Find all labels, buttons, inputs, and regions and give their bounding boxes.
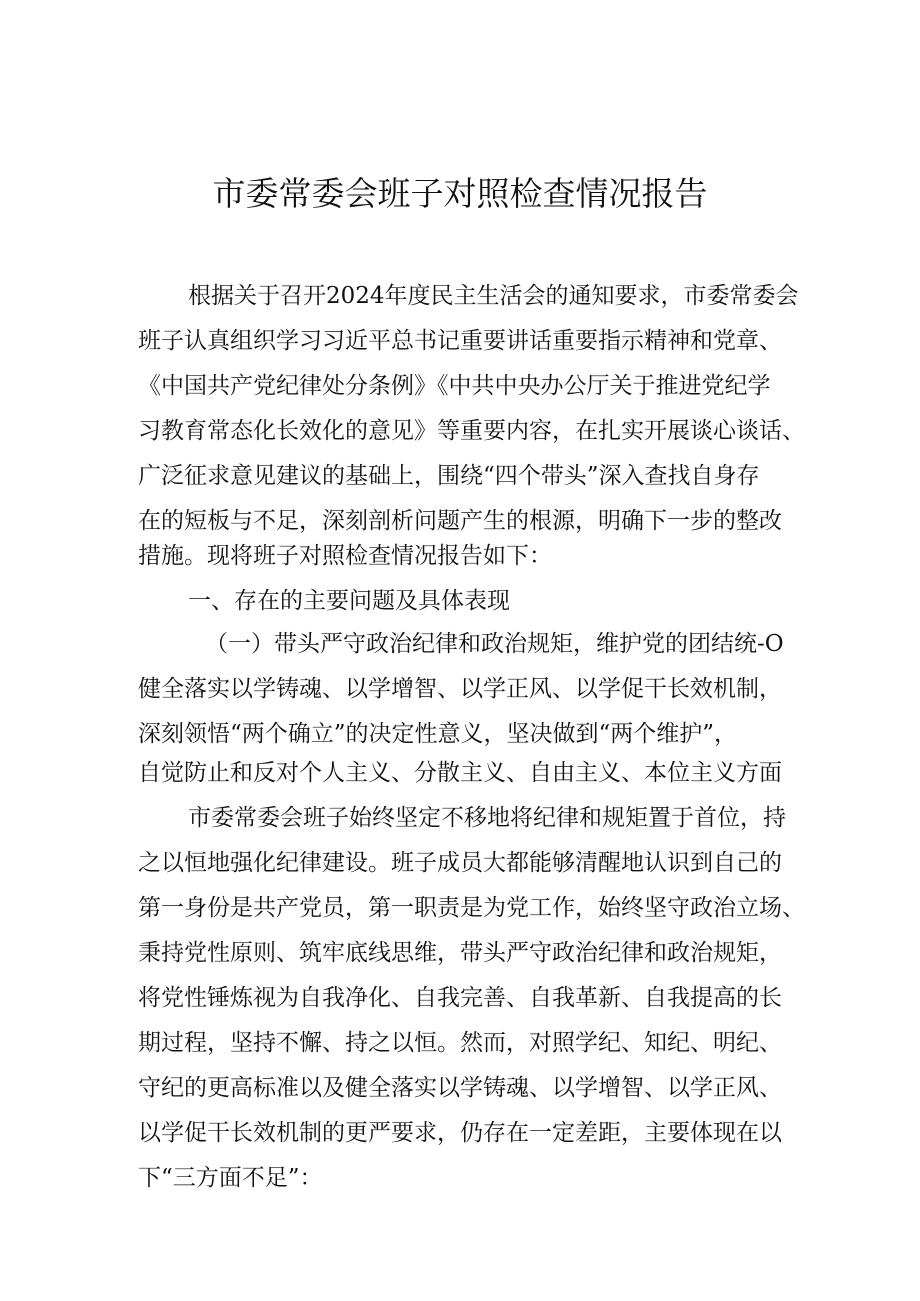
paragraph-line: 习教育常态化长效化的意见》等重要内容，在扎实开展谈心谈话、 [138,418,805,444]
subsection-heading-line: 健全落实以学铸魂、以学增智、以学正风、以学促干长效机制， [138,676,782,702]
paragraph-line: 之以恒地强化纪律建设。班子成员大都能够清醒地认识到自己的 [138,850,782,876]
paragraph-line: 第一身份是共产党员，第一职责是为党工作，始终坚守政治立场、 [138,895,805,921]
paragraph-line: 《中国共产党纪律处分条例》《中共中央办公厅关于推进党纪学 [138,373,771,399]
paragraph-line: 广泛征求意见建议的基础上，围绕“四个带头”深入查找自身存 [138,463,760,489]
paragraph-line: 以学促干长效机制的更严要求，仍存在一定差距，主要体现在以 [138,1120,782,1146]
paragraph-line: 根据关于召开2024年度民主生活会的通知要求，市委常委会 [188,283,799,309]
subsection-heading-line: 深刻领悟“两个确立”的决定性意义，坚决做到“两个维护”， [138,721,738,747]
document-title: 市委常委会班子对照检查情况报告 [212,174,708,213]
paragraph-line: 市委常委会班子始终坚定不移地将纪律和规矩置于首位，持 [188,805,786,831]
paragraph-line: 下“三方面不足”： [138,1165,323,1191]
paragraph-line: 守纪的更高标准以及健全落实以学铸魂、以学增智、以学正风、 [138,1075,782,1101]
paragraph-line: 将党性锤炼视为自我净化、自我完善、自我革新、自我提高的长 [138,985,782,1011]
paragraph-line: 措施。现将班子对照检查情况报告如下： [138,543,552,569]
paragraph-line: 在的短板与不足，深刻剖析问题产生的根源，明确下一步的整改 [138,508,782,534]
paragraph-line: 期过程，坚持不懈、持之以恒。然而，对照学纪、知纪、明纪、 [138,1030,782,1056]
subsection-heading-line: （一）带头严守政治纪律和政治规矩，维护党的团结统-O [205,631,784,657]
subsection-heading-line: 自觉防止和反对个人主义、分散主义、自由主义、本位主义方面 [138,760,782,786]
section-heading: 一、存在的主要问题及具体表现 [188,588,510,614]
paragraph-line: 秉持党性原则、筑牢底线思维，带头严守政治纪律和政治规矩， [138,940,782,966]
paragraph-line: 班子认真组织学习习近平总书记重要讲话重要指示精神和党章、 [138,328,782,354]
